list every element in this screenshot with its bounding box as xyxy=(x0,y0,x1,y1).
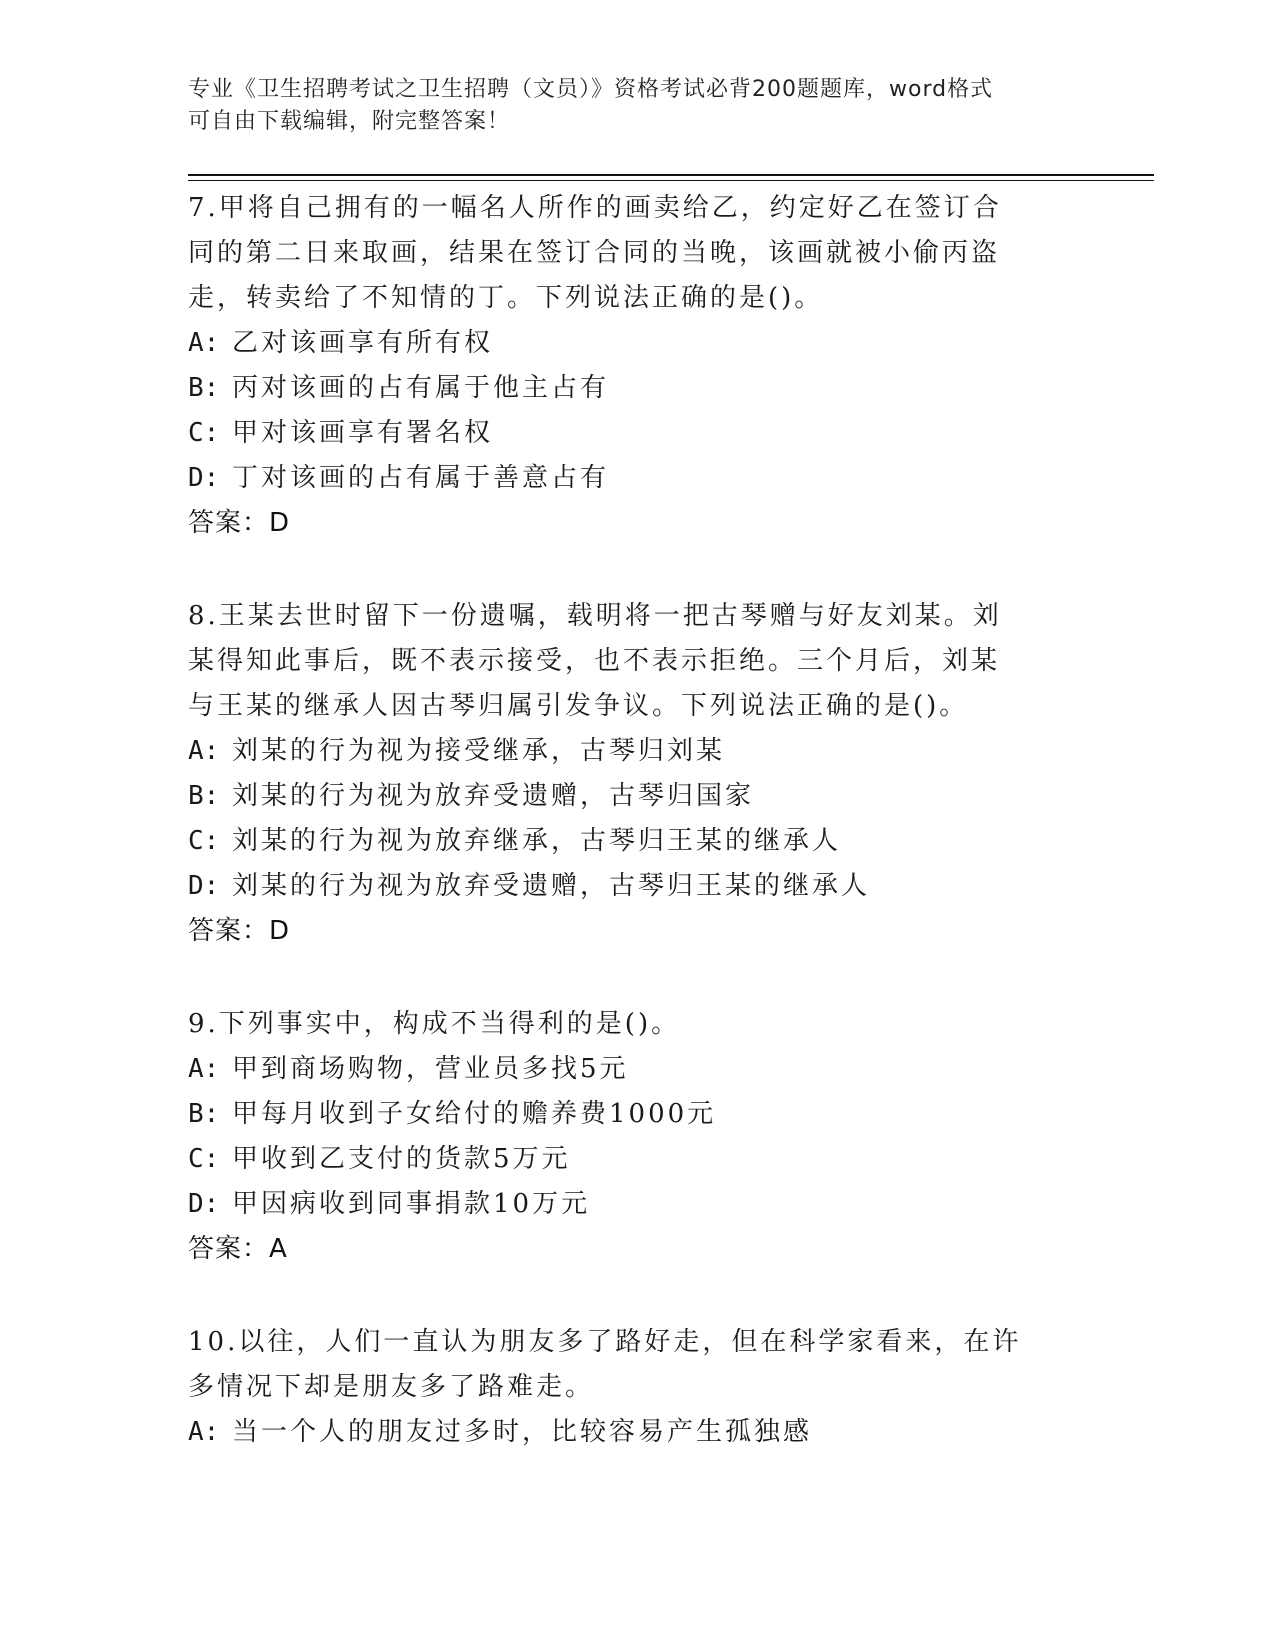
option-key: B: xyxy=(188,373,220,403)
question-8 xyxy=(188,594,1088,954)
option-key: B: xyxy=(188,1099,220,1129)
answer-label: 答案：D xyxy=(188,916,291,946)
option-text: 刘某的行为视为放弃继承，古琴归王某的继承人 xyxy=(232,826,842,856)
header-divider-thin xyxy=(188,180,1154,181)
option-key: A: xyxy=(188,1417,220,1447)
header-title-line-1: 专业《卫生招聘考试之卫生招聘（文员）》资格考试必背200题题库，word格式 xyxy=(188,77,994,102)
option-a xyxy=(188,1047,1088,1092)
option-b xyxy=(188,366,1088,411)
answer-label: 答案：D xyxy=(188,508,291,538)
question-stem: 7.甲将自己拥有的一幅名人所作的画卖给乙，约定好乙在签订合同的第二日来取画，结果在签订合同的当晚，该画就被小偷丙盗走，转卖给了不知情的丁。下列说法正确的是()。 xyxy=(188,193,1002,313)
option-key: C: xyxy=(188,1144,220,1174)
option-text: 乙对该画享有所有权 xyxy=(232,328,494,358)
option-text: 刘某的行为视为放弃受遗赠，古琴归王某的继承人 xyxy=(232,871,871,901)
option-d xyxy=(188,864,1088,909)
option-text: 当一个人的朋友过多时，比较容易产生孤独感 xyxy=(232,1417,813,1447)
option-text: 丙对该画的占有属于他主占有 xyxy=(232,373,610,403)
option-key: D: xyxy=(188,1189,220,1219)
option-key: B: xyxy=(188,781,220,811)
option-a xyxy=(188,321,1088,366)
option-text: 丁对该画的占有属于善意占有 xyxy=(232,463,610,493)
option-d xyxy=(188,1182,1088,1227)
option-d xyxy=(188,456,1088,501)
option-key: C: xyxy=(188,826,220,856)
option-c xyxy=(188,819,1088,864)
option-a xyxy=(188,1410,1088,1455)
option-key: A: xyxy=(188,328,220,358)
option-text: 甲对该画享有署名权 xyxy=(232,418,494,448)
question-7 xyxy=(188,186,1088,546)
question-stem: 9.下列事实中，构成不当得利的是()。 xyxy=(188,1009,681,1039)
question-9 xyxy=(188,1002,1088,1272)
option-text: 甲因病收到同事捐款10万元 xyxy=(232,1189,591,1219)
option-text: 刘某的行为视为放弃受遗赠，古琴归国家 xyxy=(232,781,755,811)
option-text: 甲到商场购物，营业员多找5元 xyxy=(232,1054,629,1084)
option-text: 甲收到乙支付的货款5万元 xyxy=(232,1144,571,1174)
option-a xyxy=(188,729,1088,774)
header-title-line-2: 可自由下载编辑，附完整答案！ xyxy=(188,109,511,134)
header-divider-thick xyxy=(188,174,1154,176)
option-c xyxy=(188,411,1088,456)
option-key: D: xyxy=(188,463,220,493)
page-header xyxy=(188,74,1068,138)
option-key: D: xyxy=(188,871,220,901)
option-b xyxy=(188,774,1088,819)
option-c xyxy=(188,1137,1088,1182)
option-key: C: xyxy=(188,418,220,448)
question-stem: 10.以往，人们一直认为朋友多了路好走，但在科学家看来，在许多情况下却是朋友多了路难走。 xyxy=(188,1327,1022,1402)
option-b xyxy=(188,1092,1088,1137)
option-key: A: xyxy=(188,1054,220,1084)
question-10 xyxy=(188,1320,1088,1455)
option-key: A: xyxy=(188,736,220,766)
answer-label: 答案：A xyxy=(188,1234,288,1264)
question-list xyxy=(188,186,1088,1503)
question-stem: 8.王某去世时留下一份遗嘱，载明将一把古琴赠与好友刘某。刘某得知此事后，既不表示接受，也不表示拒绝。三个月后，刘某与王某的继承人因古琴归属引发争议。下列说法正确的是()。 xyxy=(188,601,1002,721)
option-text: 甲每月收到子女给付的赡养费1000元 xyxy=(232,1099,717,1129)
option-text: 刘某的行为视为接受继承，古琴归刘某 xyxy=(232,736,726,766)
